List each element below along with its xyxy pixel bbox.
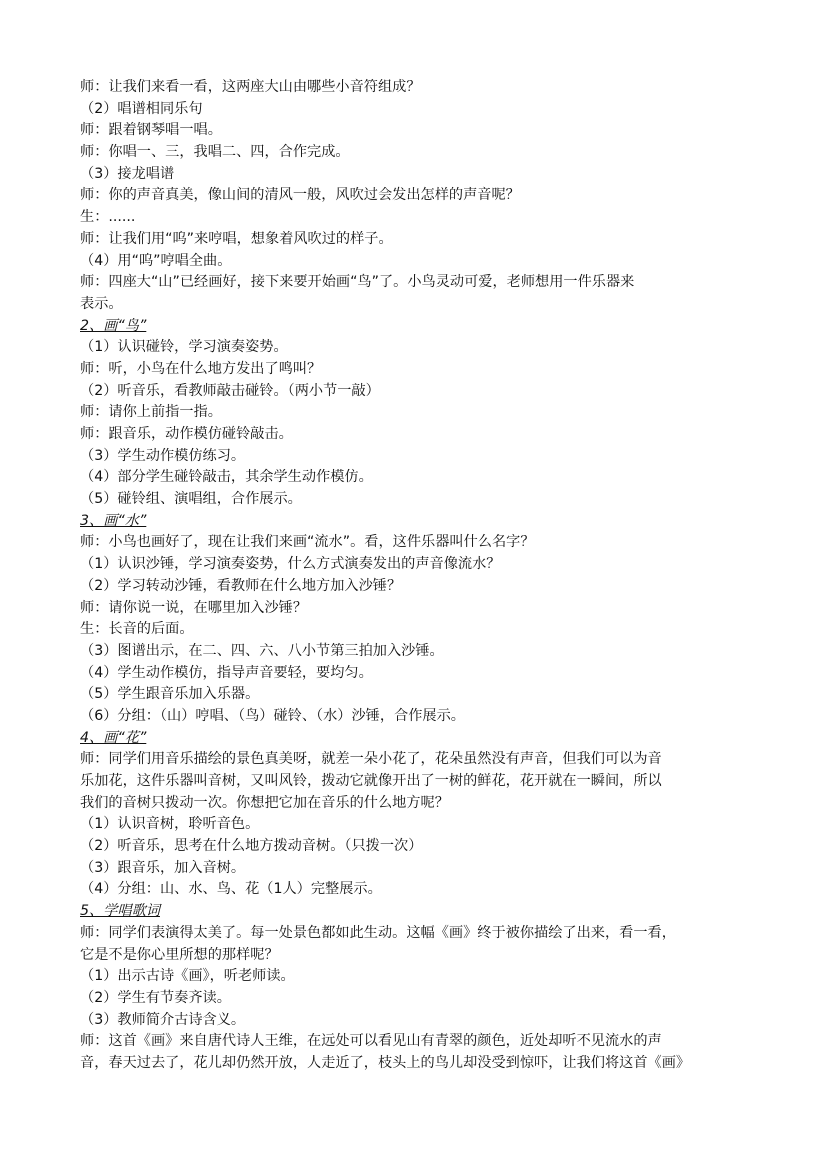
text-line: 我们的音树只拨动一次。你想把它加在音乐的什么地方呢？ bbox=[80, 794, 449, 811]
text-line: 师：跟着钢琴唱一唱。 bbox=[80, 122, 222, 139]
text-line: 表示。 bbox=[80, 295, 123, 312]
text-line: 师：你的声音真美，像山间的清风一般，风吹过会发出怎样的声音呢？ bbox=[80, 187, 520, 204]
text-line: 师：听，小鸟在什么地方发出了鸣叫？ bbox=[80, 360, 322, 377]
text-line: （2）听音乐，看教师敲击碰铃。（两小节一敲） bbox=[80, 382, 380, 399]
text-line: （4）部分学生碰铃敲击，其余学生动作模仿。 bbox=[80, 469, 373, 486]
text-line: 师：跟音乐，动作模仿碰铃敲击。 bbox=[80, 426, 293, 442]
text-line: （3）学生动作模仿练习。 bbox=[80, 447, 246, 464]
section-heading: 4、画“花” bbox=[80, 729, 147, 746]
section-heading: 2、画“鸟” bbox=[80, 317, 147, 334]
text-line: 乐加花，这件乐器叫音树，又叫风铃，拨动它就像开出了一树的鲜花，花开就在一瞬间，所以 bbox=[80, 773, 662, 789]
text-line: （1）出示古诗《画》，听老师读。 bbox=[80, 968, 295, 985]
text-line: （2）唱谱相同乐句 bbox=[80, 100, 203, 117]
text-line: 师：让我们用“呜”来哼唱，想象着风吹过的样子。 bbox=[80, 230, 393, 247]
text-line: （3）图谱出示，在二、四、六、八小节第三拍加入沙锤。 bbox=[80, 642, 444, 659]
text-line: 它是不是你心里所想的那样呢？ bbox=[80, 946, 279, 963]
text-line: （1）认识音树，聆听音色。 bbox=[80, 816, 260, 833]
text-line: （3）教师简介古诗含义。 bbox=[80, 1011, 246, 1028]
text-line: （5）碰铃组、演唱组，合作展示。 bbox=[80, 491, 302, 508]
text-line: 师：这首《画》来自唐代诗人王维，在远处可以看见山有青翠的颜色，近处却听不见流水的声 bbox=[80, 1033, 662, 1050]
text-line: 音，春天过去了，花儿却仍然开放，人走近了，枝头上的鸟儿却没受到惊吓，让我们将这首《画》 bbox=[80, 1054, 691, 1071]
text-line: （4）学生动作模仿，指导声音要轻，要均匀。 bbox=[80, 664, 373, 681]
text-line: 师：同学们表演得太美了。每一处景色都如此生动。这幅《画》终于被你描绘了出来，看一看， bbox=[80, 924, 676, 941]
text-line: 生：...... bbox=[80, 209, 136, 226]
text-line: （6）分组：（山）哼唱、（鸟）碰铃、（水）沙锤，合作展示。 bbox=[80, 707, 465, 724]
text-line: （5）学生跟音乐加入乐器。 bbox=[80, 686, 260, 703]
text-line: 师：小鸟也画好了，现在让我们来画“流水”。看，这件乐器叫什么名字？ bbox=[80, 534, 535, 551]
text-line: 师：同学们用音乐描绘的景色真美呀，就差一朵小花了，花朵虽然没有声音，但我们可以为音 bbox=[80, 751, 662, 768]
text-line: 生：长音的后面。 bbox=[80, 621, 194, 638]
text-line: 师：请你说一说，在哪里加入沙锤？ bbox=[80, 599, 308, 616]
text-line: （2）听音乐，思考在什么地方拨动音树。（只拨一次） bbox=[80, 838, 423, 855]
text-line: （1）认识碰铃，学习演奏姿势。 bbox=[80, 339, 288, 356]
text-line: （2）学生有节奏齐读。 bbox=[80, 989, 231, 1006]
section-heading: 5、学唱歌词 bbox=[80, 903, 160, 920]
text-line: 师：请你上前指一指。 bbox=[80, 404, 222, 421]
text-line: （4）用“呜”哼唱全曲。 bbox=[80, 252, 232, 269]
text-line: （3）跟音乐，加入音树。 bbox=[80, 859, 246, 876]
text-line: （3）接龙唱谱 bbox=[80, 165, 175, 182]
document-page bbox=[80, 77, 780, 1075]
text-line: 师：你唱一、三，我唱二、四，合作完成。 bbox=[80, 144, 350, 161]
text-line: 师：让我们来看一看，这两座大山由哪些小音符组成？ bbox=[80, 79, 421, 95]
text-line: （4）分组：山、水、鸟、花（1人）完整展示。 bbox=[80, 881, 382, 898]
text-line: 师：四座大“山”已经画好，接下来要开始画“鸟”了。小鸟灵动可爱，老师想用一件乐器来 bbox=[80, 274, 635, 291]
text-line: （1）认识沙锤，学习演奏姿势，什么方式演奏发出的声音像流水？ bbox=[80, 556, 501, 573]
section-heading: 3、画“水” bbox=[80, 512, 147, 529]
text-line: （2）学习转动沙锤，看教师在什么地方加入沙锤？ bbox=[80, 577, 402, 594]
